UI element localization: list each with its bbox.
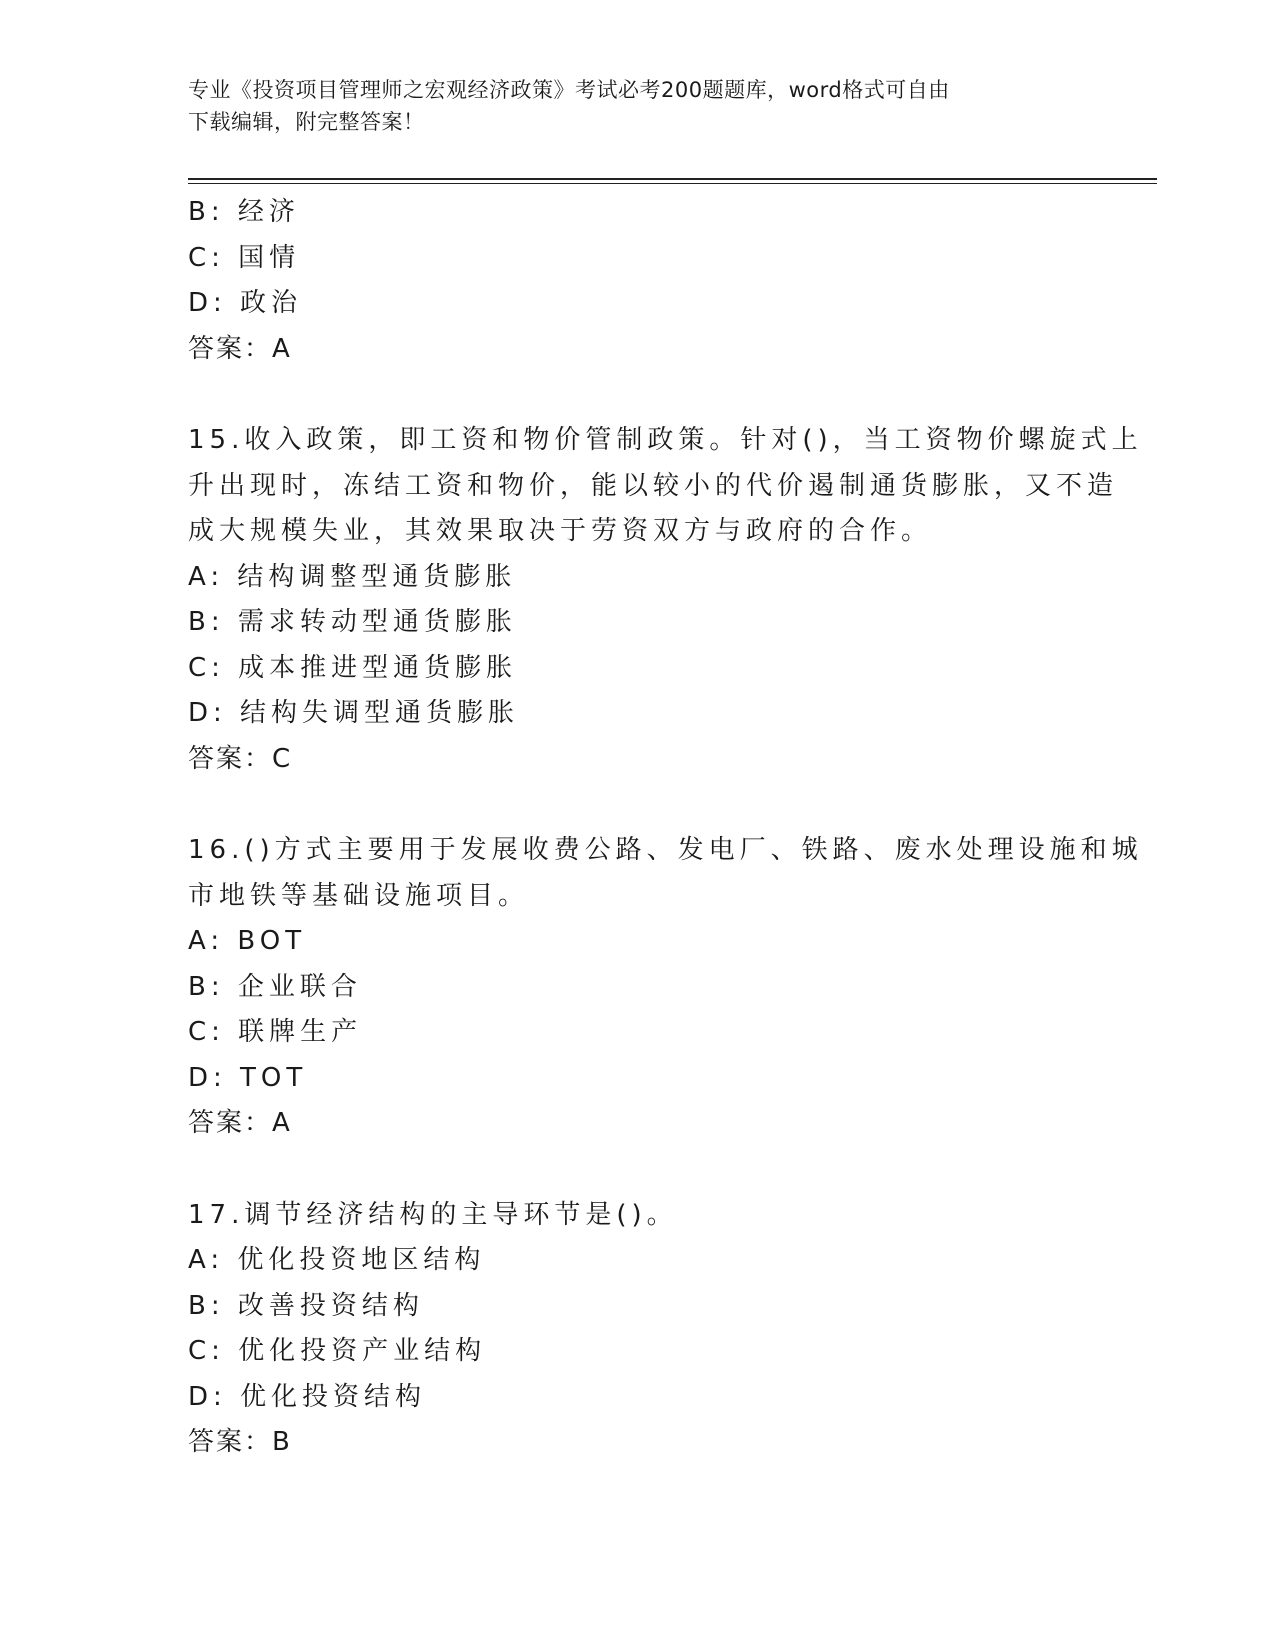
option-b: B: 经济 [188,197,300,227]
option-a: A: 结构调整型通货膨胀 [188,561,517,592]
option-a: A: BOT [188,926,307,956]
option-c: C: 优化投资产业结构 [188,1336,487,1366]
question-14 [188,190,1078,372]
answer: 答案：B [188,1427,292,1457]
option-d: D: 优化投资结构 [188,1381,427,1412]
answer: 答案：A [188,1108,292,1138]
question-stem-line: 17.调节经济结构的主导环节是()。 [188,1199,678,1230]
header-rule-thick [188,178,1157,180]
question-stem-line: 15.收入政策，即工资和物价管制政策。针对()，当工资物价螺旋式上 [188,425,1143,455]
header-line-2: 下载编辑，附完整答案！ [188,110,425,134]
option-c: C: 国情 [188,242,301,273]
question-17 [188,1193,1078,1466]
option-b: B: 需求转动型通货膨胀 [188,607,517,637]
option-b: B: 企业联合 [188,971,362,1002]
option-c: C: 联牌生产 [188,1017,363,1047]
answer: 答案：A [188,333,292,364]
answer: 答案：C [188,743,293,774]
option-d: D: 结构失调型通货膨胀 [188,698,520,728]
question-stem-line: 成大规模失业，其效果取决于劳资双方与政府的合作。 [188,516,933,546]
question-stem-line: 市地铁等基础设施项目。 [188,880,530,911]
option-b: B: 改善投资结构 [188,1290,424,1321]
option-c: C: 成本推进型通货膨胀 [188,652,518,683]
question-stem-line: 升出现时，冻结工资和物价，能以较小的代价遏制通货膨胀，又不造 [188,470,1119,501]
question-stem-line: 16.()方式主要用于发展收费公路、发电厂、铁路、废水处理设施和城 [188,835,1143,865]
header-line-1: 专业《投资项目管理师之宏观经济政策》考试必考200题题库，word格式可自由 [188,78,950,102]
option-a: A: 优化投资地区结构 [188,1245,486,1275]
option-d: D: 政治 [188,288,303,318]
document-header [188,74,1078,138]
question-16 [188,828,1143,1147]
header-rule-thin [188,183,1157,184]
question-list [188,190,1143,1466]
question-15 [188,418,1143,782]
option-d: D: TOT [188,1062,308,1093]
